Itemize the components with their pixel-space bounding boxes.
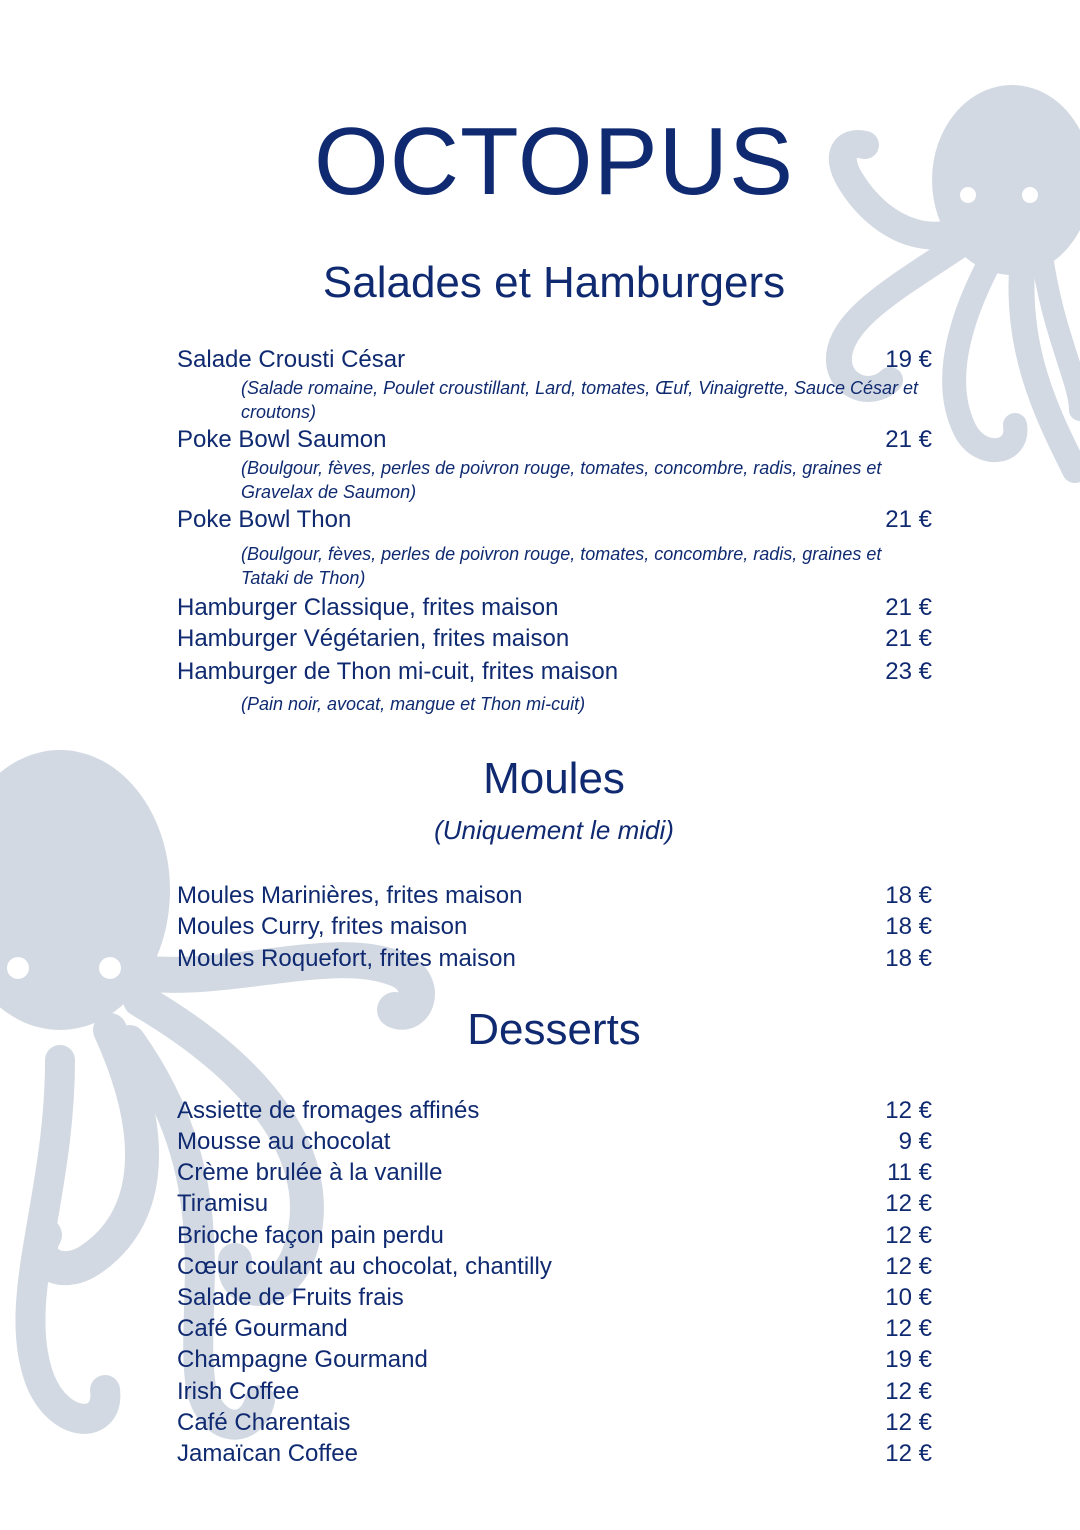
item-description: (Boulgour, fèves, perles de poivron rouge, tomates, concombre, radis, graines et Tataki de Thon) xyxy=(241,544,882,588)
item-name: Brioche façon pain perdu xyxy=(177,1222,444,1249)
item-name: Mousse au chocolat xyxy=(177,1128,391,1155)
item-name: Hamburger de Thon mi-cuit, frites maison xyxy=(177,658,619,685)
item-price: 12 € xyxy=(885,1378,932,1405)
menu-item xyxy=(177,1283,932,1313)
item-price: 18 € xyxy=(885,882,932,909)
item-name: Crème brulée à la vanille xyxy=(177,1159,443,1186)
item-price: 9 € xyxy=(898,1128,932,1155)
menu-item xyxy=(177,1096,932,1126)
item-price: 12 € xyxy=(885,1253,932,1280)
section-title-salades: Salades et Hamburgers xyxy=(322,258,786,307)
item-name: Café Gourmand xyxy=(177,1315,348,1342)
menu-item xyxy=(177,425,932,455)
item-name: Assiette de fromages affinés xyxy=(177,1097,480,1124)
item-name: Cœur coulant au chocolat, chantilly xyxy=(177,1253,552,1280)
item-name: Jamaïcan Coffee xyxy=(177,1440,358,1467)
item-price: 11 € xyxy=(887,1159,932,1186)
menu-item xyxy=(177,657,932,687)
menu-item xyxy=(177,944,932,974)
item-price: 21 € xyxy=(885,625,932,652)
restaurant-title: OCTOPUS xyxy=(314,108,794,215)
item-name: Moules Curry, frites maison xyxy=(177,913,468,940)
menu-item xyxy=(177,1221,932,1251)
item-description: (Boulgour, fèves, perles de poivron rouge, tomates, concombre, radis, graines et Gravelax de Saumon) xyxy=(241,458,882,502)
item-name: Salade de Fruits frais xyxy=(177,1284,404,1311)
menu-item xyxy=(177,1314,932,1344)
item-name: Champagne Gourmand xyxy=(177,1346,428,1373)
item-name: Tiramisu xyxy=(177,1190,269,1217)
menu-item xyxy=(177,1189,932,1219)
item-name: Poke Bowl Thon xyxy=(177,506,352,533)
item-name: Café Charentais xyxy=(177,1409,351,1436)
item-description: (Pain noir, avocat, mangue et Thon mi-cuit) xyxy=(241,694,586,714)
menu-item xyxy=(177,1252,932,1282)
item-price: 19 € xyxy=(885,1346,932,1373)
menu-item xyxy=(177,593,932,623)
section-subtitle: (Uniquement le midi) xyxy=(434,815,674,845)
item-price: 12 € xyxy=(885,1315,932,1342)
item-name: Hamburger Végétarien, frites maison xyxy=(177,625,570,652)
item-price: 21 € xyxy=(885,426,932,453)
item-price: 12 € xyxy=(885,1440,932,1467)
menu-item xyxy=(177,624,932,654)
item-name: Irish Coffee xyxy=(177,1378,300,1405)
section-title-moules: Moules xyxy=(483,754,625,803)
item-price: 12 € xyxy=(885,1190,932,1217)
item-price: 18 € xyxy=(885,945,932,972)
menu-item xyxy=(177,912,932,942)
item-price: 12 € xyxy=(885,1222,932,1249)
section-title-desserts: Desserts xyxy=(467,1005,641,1054)
item-price: 12 € xyxy=(885,1097,932,1124)
menu-item xyxy=(177,1345,932,1375)
item-name: Hamburger Classique, frites maison xyxy=(177,594,559,621)
item-price: 12 € xyxy=(885,1409,932,1436)
item-price: 23 € xyxy=(885,658,932,685)
item-price: 21 € xyxy=(885,506,932,533)
item-name: Moules Roquefort, frites maison xyxy=(177,945,516,972)
menu-item xyxy=(177,1377,932,1407)
menu-item xyxy=(177,1408,932,1438)
menu-item xyxy=(177,1127,932,1157)
item-name: Salade Crousti César xyxy=(177,346,406,373)
item-description: (Salade romaine, Poulet croustillant, Lard, tomates, Œuf, Vinaigrette, Sauce César et croutons) xyxy=(241,378,919,422)
item-price: 19 € xyxy=(885,346,932,373)
item-name: Poke Bowl Saumon xyxy=(177,426,387,453)
item-price: 21 € xyxy=(885,594,932,621)
menu-item xyxy=(177,1439,932,1469)
item-price: 18 € xyxy=(885,913,932,940)
menu-item xyxy=(177,345,932,375)
menu-item xyxy=(177,881,932,911)
item-price: 10 € xyxy=(885,1284,932,1311)
menu-item xyxy=(177,505,932,535)
item-name: Moules Marinières, frites maison xyxy=(177,882,523,909)
menu-item xyxy=(177,1158,932,1188)
